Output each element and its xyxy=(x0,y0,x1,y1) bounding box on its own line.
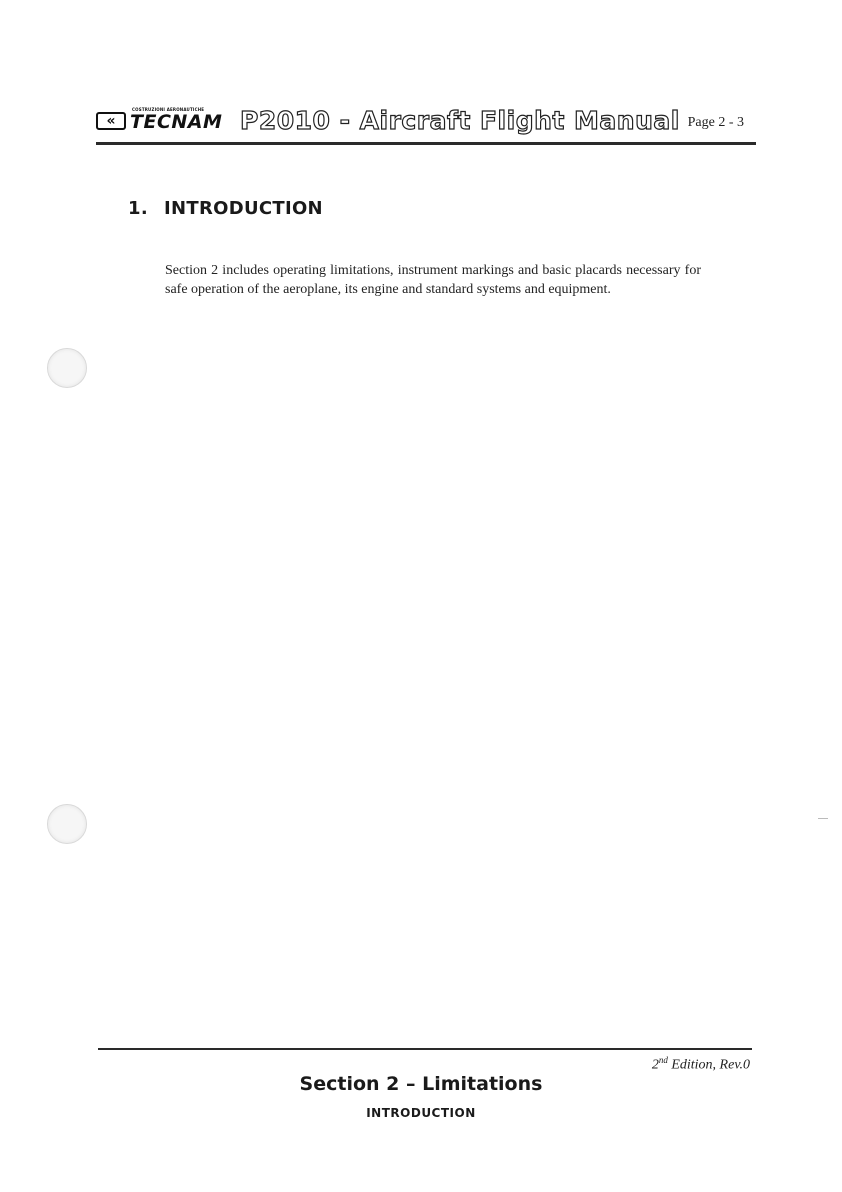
header-divider xyxy=(96,142,756,145)
page-header xyxy=(96,106,756,142)
logo-arrows-icon: « xyxy=(96,112,126,130)
manual-title: P2010 - Aircraft Flight Manual xyxy=(240,106,680,135)
punch-hole xyxy=(47,804,87,844)
tecnam-logo xyxy=(96,106,238,136)
edition-suffix: nd xyxy=(658,1055,668,1065)
intro-paragraph: Section 2 includes operating limitations, instrument markings and basic placards necessary for safe operation of the aeroplane, its engine and standard systems and equipment. xyxy=(165,263,701,297)
edition-rest: Edition, Rev.0 xyxy=(671,1057,750,1073)
punch-hole xyxy=(47,348,87,388)
heading-text: INTRODUCTION xyxy=(164,198,323,219)
edition-label xyxy=(652,1055,750,1074)
section-heading xyxy=(128,198,323,219)
logo-name: TECNAM xyxy=(130,111,223,133)
footer-section-subtitle: INTRODUCTION xyxy=(366,1106,476,1120)
footer-section-title: Section 2 – Limitations xyxy=(299,1073,543,1095)
logo-subtitle: COSTRUZIONI AERONAUTICHE xyxy=(132,107,205,112)
edge-mark xyxy=(818,818,828,819)
footer-divider xyxy=(98,1048,752,1050)
edition-ordinal: 2 xyxy=(651,1057,659,1073)
heading-number: 1. xyxy=(128,198,148,219)
page-number: Page 2 - 3 xyxy=(687,115,744,130)
